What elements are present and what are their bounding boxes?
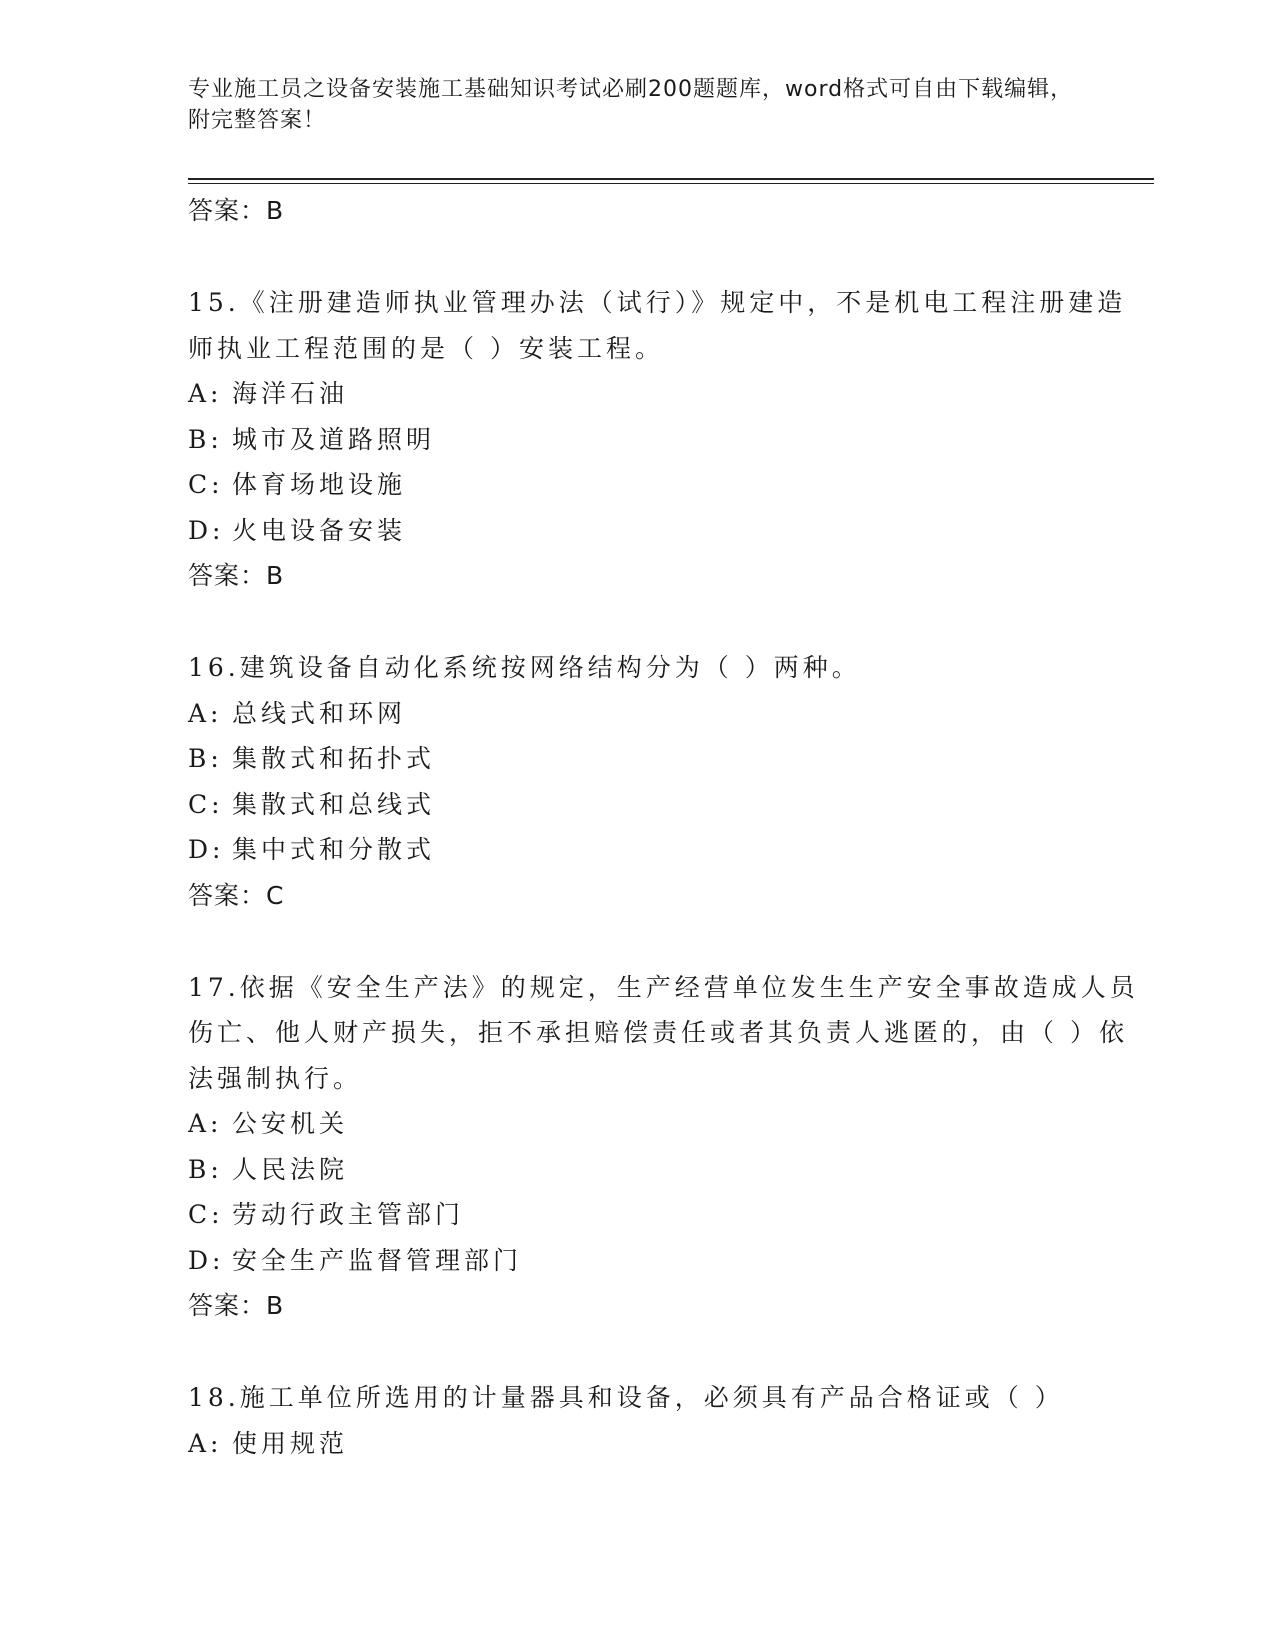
answer-line: 答案：B	[188, 561, 285, 590]
header-rule-thick	[188, 178, 1154, 180]
option-letter: D:	[188, 835, 225, 864]
option-letter: A:	[188, 379, 223, 408]
option-d	[188, 508, 1148, 554]
question-16	[188, 645, 1148, 919]
option-c	[188, 462, 1148, 508]
option-a	[188, 371, 1148, 417]
option-text: 集中式和分散式	[232, 835, 436, 864]
question-stem: 16.建筑设备自动化系统按网络结构分为（ ）两种。	[188, 653, 861, 682]
option-a	[188, 1101, 1148, 1147]
option-letter: A:	[188, 1109, 223, 1138]
answer-line: 答案：B	[188, 196, 285, 225]
option-letter: B:	[188, 1154, 223, 1184]
option-text: 使用规范	[232, 1428, 349, 1458]
option-text: 总线式和环网	[232, 698, 407, 728]
option-text: 集散式和总线式	[232, 789, 436, 819]
question-stem: 18.施工单位所选用的计量器具和设备，必须具有产品合格证或（ ）	[188, 1383, 1064, 1412]
option-text: 安全生产监督管理部门	[232, 1245, 523, 1275]
answer-line: 答案：C	[188, 880, 285, 910]
option-letter: A:	[188, 698, 223, 728]
document-header: 专业施工员之设备安装施工基础知识考试必刷200题题库，word格式可自由下载编辑，附完整答案！	[188, 77, 1074, 133]
option-a	[188, 1421, 1148, 1467]
option-b	[188, 417, 1148, 463]
option-b	[188, 736, 1148, 782]
option-letter: D:	[188, 515, 225, 545]
option-text: 人民法院	[232, 1154, 349, 1184]
option-c	[188, 1192, 1148, 1238]
option-text: 海洋石油	[232, 379, 349, 408]
option-text: 城市及道路照明	[232, 424, 436, 454]
option-text: 劳动行政主管部门	[232, 1200, 465, 1229]
option-c	[188, 782, 1148, 828]
document-content	[188, 188, 1148, 1466]
option-letter: C:	[188, 789, 224, 819]
option-d	[188, 827, 1148, 873]
option-a	[188, 691, 1148, 737]
option-b	[188, 1147, 1148, 1193]
option-text: 体育场地设施	[232, 470, 407, 499]
option-letter: C:	[188, 470, 224, 499]
option-letter: C:	[188, 1200, 224, 1229]
question-15	[188, 280, 1148, 599]
option-letter: D:	[188, 1245, 225, 1275]
option-letter: A:	[188, 1428, 223, 1458]
header-rule-thin	[188, 183, 1154, 184]
option-letter: B:	[188, 744, 223, 773]
option-text: 集散式和拓扑式	[232, 744, 436, 773]
question-stem: 17.依据《安全生产法》的规定，生产经营单位发生生产安全事故造成人员伤亡、他人财产损失，拒不承担赔偿责任或者其负责人逃匿的，由（ ）依法强制执行。	[188, 972, 1139, 1093]
option-d	[188, 1238, 1148, 1284]
question-18	[188, 1375, 1148, 1466]
answer-line: 答案：B	[188, 1291, 285, 1320]
question-17	[188, 965, 1148, 1330]
option-letter: B:	[188, 424, 223, 454]
option-text: 公安机关	[232, 1109, 349, 1138]
question-stem: 15.《注册建造师执业管理办法（试行）》规定中，不是机电工程注册建造师执业工程范围的是（ ）安装工程。	[188, 288, 1127, 363]
option-text: 火电设备安装	[232, 515, 407, 545]
